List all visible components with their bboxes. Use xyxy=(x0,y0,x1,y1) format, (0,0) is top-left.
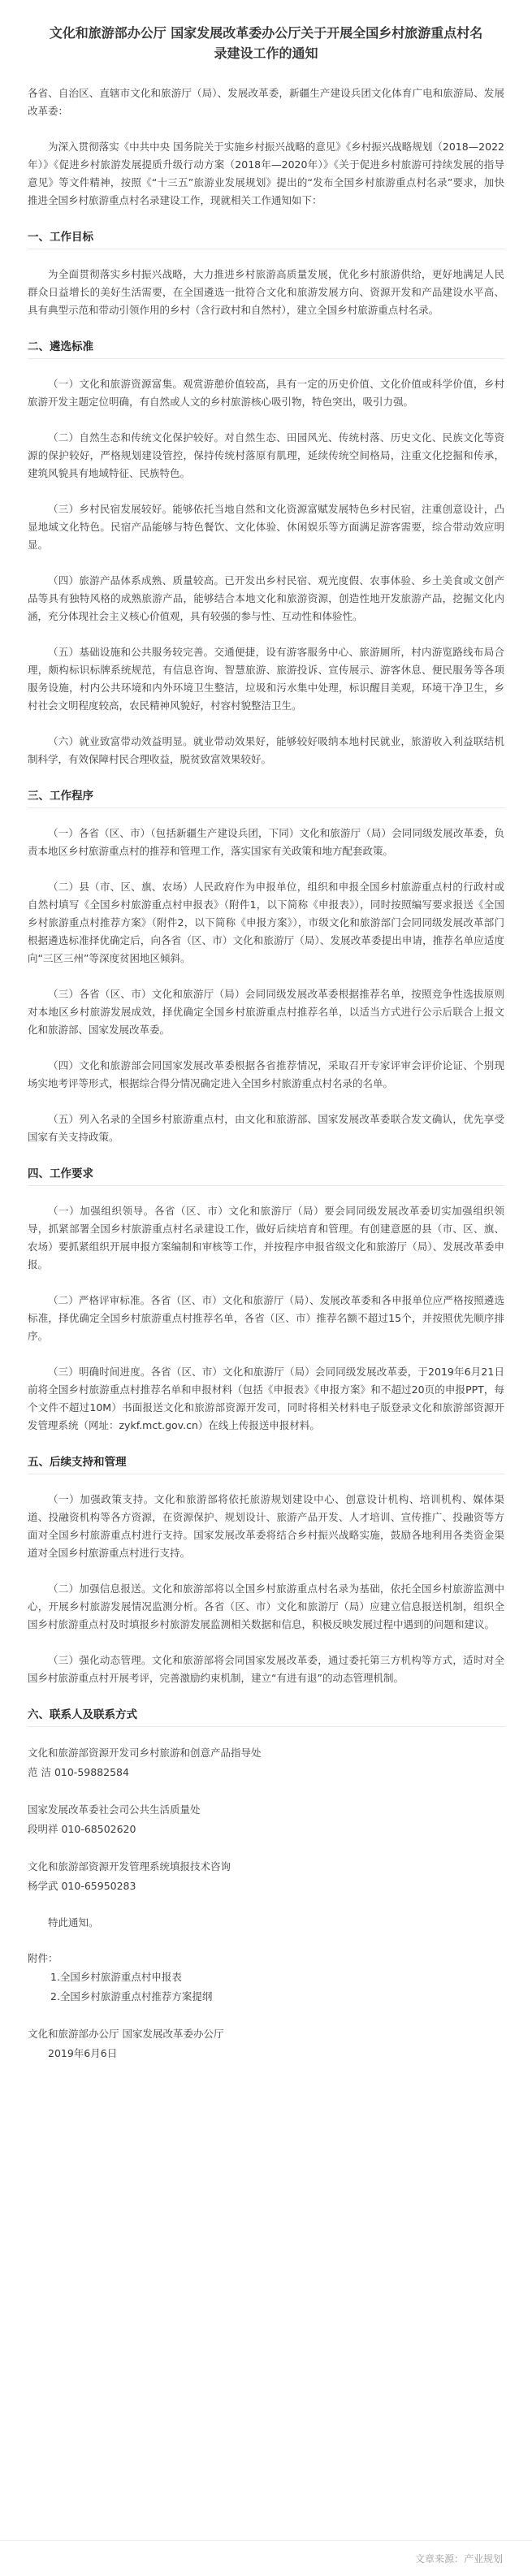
section-paragraph xyxy=(28,643,504,715)
article-footer xyxy=(0,2540,532,2576)
section-paragraph xyxy=(28,500,504,554)
section-paragraph xyxy=(28,266,504,319)
section-heading: 二、遴选标准 xyxy=(28,337,504,359)
paragraph-text: （一）文化和旅游资源富集。观赏游憩价值较高，具有一定的历史价值、文化价值或科学价值，乡村旅游开发主题定位明确，有自然或人文的乡村旅游核心吸引物，特色突出，吸引力强。 xyxy=(28,378,504,408)
intro-block xyxy=(28,138,504,210)
paragraph-text: （五）列入名录的全国乡村旅游重点村，由文化和旅游部、国家发展改革委联合发文确认，优先享受国家有关支持政策。 xyxy=(28,1113,504,1143)
section-paragraph xyxy=(28,1491,504,1562)
section-paragraph xyxy=(28,985,504,1039)
section-paragraph xyxy=(28,572,504,626)
issue-date: 2019年6月6日 xyxy=(48,2047,118,2059)
paragraph-text: （一）各省（区、市）（包括新疆生产建设兵团，下同）文化和旅游厅（局）会同同级发展改革委，负责本地区乡村旅游重点村的推荐和管理工作，落实国家有关政策和地方配套政策。 xyxy=(28,827,504,857)
section-paragraph xyxy=(28,1292,504,1345)
section-heading: 四、工作要求 xyxy=(28,1164,504,1186)
contact-person: 杨学武 010-65950283 xyxy=(28,1880,136,1892)
paragraph-text: （二）自然生态和传统文化保护较好。对自然生态、田园风光、传统村落、历史文化、民族文化等资源的保护较好，严格规划建设管控，保持传统村落原有肌理，延续传统空间格局，注重文化挖掘和传承，建筑风貌具有地域特征、民族特色。 xyxy=(28,431,504,479)
paragraph-text: （六）就业致富带动效益明显。就业带动效果好，能够较好吸纳本地村民就业，旅游收入利益联结机制科学，有效保障村民合理收益，脱贫致富效果较好。 xyxy=(28,735,504,765)
paragraph-text: （二）县（市、区、旗、农场）人民政府作为申报单位，组织和申报全国乡村旅游重点村的行政村或自然村填写《全国乡村旅游重点村申报表》（附件1，以下简称《申报表》），同时按照编写要求报送《全国乡村旅游重点村推荐方案》（附件2，以下简称《申报方案》），市级文化和旅游部门会同同级发展改革部门根据遴选标准择优确定后，向各省（区、市）文化和旅游厅（局）、发展改革委提出申请，推荐名单应适度向“三区三州”等深度贫困地区倾斜。 xyxy=(28,881,504,964)
section-heading: 六、联系人及联系方式 xyxy=(28,1705,504,1727)
attachments-block xyxy=(28,1950,504,2007)
paragraph-text: （五）基础设施和公共服务较完善。交通便捷，设有游客服务中心、旅游厕所，村内游览路线布局合理，颇构标识标牌系统规范，有信息咨询、智慧旅游、旅游投诉、宣传展示、游客休息、便民服务等各项服务设施，村内公共环境和内外环境卫生整洁，垃圾和污水集中处理，标识醒目美观，环境干净卫生，乡村社会文明程度较高，农民精神风貌好，村容村貌整洁卫生。 xyxy=(28,646,504,712)
section-paragraph xyxy=(28,375,504,411)
attachment-item: 1.全国乡村旅游重点村申报表 xyxy=(50,1971,182,1983)
paragraph-text: （三）明确时间进度。各省（区、市）文化和旅游厅（局）会同同级发展改革委，于2019年6月21日前将全国乡村旅游重点村推荐名单和申报材料（包括《申报表》《申报方案》和不超过20页的申报PPT，每个文件不超过10M）书面报送文化和旅游部资源开发司，同时将相关材料电子版登录文化和旅游部资源开发管理系统（网址：zykf.mct.gov.cn）在线上传报送申报材料。 xyxy=(28,1366,504,1431)
paragraph-text: （四）文化和旅游部会同国家发展改革委根据各省推荐情况，采取召开专家评审会评价论证、个别现场实地考评等形式，根据综合得分情况确定进入全国乡村旅游重点村名录的名单。 xyxy=(28,1059,504,1089)
contact-person: 段明祥 010-68502620 xyxy=(28,1823,136,1835)
addressee-block xyxy=(28,84,504,120)
contact-entry xyxy=(28,1800,504,1839)
section-heading: 五、后续支持和管理 xyxy=(28,1453,504,1474)
paragraph-text: 为全面贯彻落实乡村振兴战略，大力推进乡村旅游高质量发展，优化乡村旅游供给，更好地满足人民群众日益增长的美好生活需要，在全国遴选一批符合文化和旅游发展方向、资源开发和产品建设水平高、具有典型示范和带动引领作用的乡村（含行政村和自然村），建立全国乡村旅游重点村名录。 xyxy=(28,268,504,316)
section-paragraph xyxy=(28,1652,504,1687)
contact-org: 文化和旅游部资源开发司乡村旅游和创意产品指导处 xyxy=(28,1747,262,1759)
section-heading: 三、工作程序 xyxy=(28,786,504,808)
paragraph-text: （三）乡村民宿发展较好。能够依托当地自然和文化资源富赋发展特色乡村民宿，注重创意设计，凸显地域文化特色。民宿产品能够与特色餐饮、文化体验、休闲娱乐等方面满足游客需要，综合带动效应明显。 xyxy=(28,503,504,551)
section-paragraph xyxy=(28,878,504,968)
paragraph-text: （三）各省（区、市）文化和旅游厅（局）会同同级发展改革委根据推荐名单，按照竞争性选拔原则对本地区乡村旅游发展成效，择优确定全国乡村旅游重点村推荐名单，以适当方式进行公示后联合上报文化和旅游部、国家发展改革委。 xyxy=(28,988,504,1036)
section-paragraph xyxy=(28,1363,504,1435)
contact-person: 范 洁 010-59882584 xyxy=(28,1766,129,1778)
section-paragraph xyxy=(28,1202,504,1274)
section-paragraph xyxy=(28,429,504,483)
article-title: 文化和旅游部办公厅 国家发展改革委办公厅关于开展全国乡村旅游重点村名录建设工作的通知 xyxy=(49,25,483,61)
paragraph-text: （四）旅游产品体系成熟、质量较高。已开发出乡村民宿、观光度假、农事体验、乡土美食或文创产品等具有独特风格的成熟旅游产品，能够结合本地文化和旅游资源，创造性地开发旅游产品，挖掘文化内涵，充分体现社会主义核心价值观，具有较强的参与性、互动性和体验性。 xyxy=(28,574,504,622)
paragraph-text: （一）加强政策支持。文化和旅游部将依托旅游规划建设中心、创意设计机构、培训机构、媒体渠道、投融资机构等各方资源，在资源保护、规划设计、旅游产品开发、人才培训、宣传推广、投融资等方面对全国乡村旅游重点村进行支持。国家发展改革委将结合乡村振兴战略实施，鼓励各地利用各类资金渠道对全国乡村旅游重点村进行支持。 xyxy=(28,1493,504,1559)
section-paragraph xyxy=(28,1580,504,1634)
signature-block xyxy=(28,2024,504,2063)
contact-org: 文化和旅游部资源开发管理系统填报技术咨询 xyxy=(28,1860,231,1872)
closing-block xyxy=(28,1914,504,1932)
closing-text: 特此通知。 xyxy=(48,1916,99,1929)
contact-entry xyxy=(28,1857,504,1896)
contact-org: 国家发展改革委社会司公共生活质量处 xyxy=(28,1803,201,1816)
section-paragraph xyxy=(28,825,504,860)
paragraph-text: （三）强化动态管理。文化和旅游部将会同国家发展改革委，通过委托第三方机构等方式，适时对全国乡村旅游重点村开展考评，完善激励约束机制，建立“有进有退”的动态管理机制。 xyxy=(28,1654,504,1684)
paragraph-text: （二）加强信息报送。文化和旅游部将以全国乡村旅游重点村名录为基础，依托全国乡村旅游监测中心，开展乡村旅游发展情况监测分析。各省（区、市）文化和旅游厅（局）应建立信息报送机制，组织全国乡村旅游重点村及时填报乡村旅游发展监测相关数据和信息，积极反映发展过程中遇到的问题和建议。 xyxy=(28,1582,504,1630)
section-paragraph xyxy=(28,733,504,768)
contact-entry xyxy=(28,1743,504,1782)
footer-source: 文章来源：产业规划 xyxy=(414,2553,503,2565)
paragraph-text: （一）加强组织领导。各省（区、市）文化和旅游厅（局）要会同同级发展改革委切实加强组织领导，抓紧部署全国乡村旅游重点村名录建设工作，做好后续培育和管理。有创建意愿的县（市、区、旗、农场）要抓紧组织开展申报方案编制和审核等工作，并按程序申报省级文化和旅游厅（局）、发展改革委申报。 xyxy=(28,1205,504,1271)
attachment-item: 2.全国乡村旅游重点村推荐方案提纲 xyxy=(50,1990,213,2002)
paragraph-text: （二）严格评审标准。各省（区、市）文化和旅游厅（局）、发展改革委和各申报单位应严格按照遴选标准，择优确定全国乡村旅游重点村推荐名单，各省（区、市）推荐名额不超过15个，并按照优先顺序排序。 xyxy=(28,1294,504,1342)
intro-paragraph: 为深入贯彻落实《中共中央 国务院关于实施乡村振兴战略的意见》《乡村振兴战略规划（2018—2022年）》《促进乡村旅游发展提质升级行动方案（2018年—2020年）》《关于促进乡村旅游可持续发展的指导意见》等文件精神，按照《“十三五”旅游业发展规划》提出的“发布全国乡村旅游重点村名录”要求，加快推进全国乡村旅游重点村名录建设工作，现就相关工作通知如下： xyxy=(28,141,504,206)
signatories: 文化和旅游部办公厅 国家发展改革委办公厅 xyxy=(28,2028,224,2040)
attachments-label: 附件： xyxy=(28,1952,58,1964)
section-paragraph xyxy=(28,1110,504,1146)
section-paragraph xyxy=(28,1057,504,1093)
section-heading: 一、工作目标 xyxy=(28,227,504,249)
addressee: 各省、自治区、直辖市文化和旅游厅（局）、发展改革委，新疆生产建设兵团文化体育广电和旅游局、发展改革委： xyxy=(28,87,504,117)
